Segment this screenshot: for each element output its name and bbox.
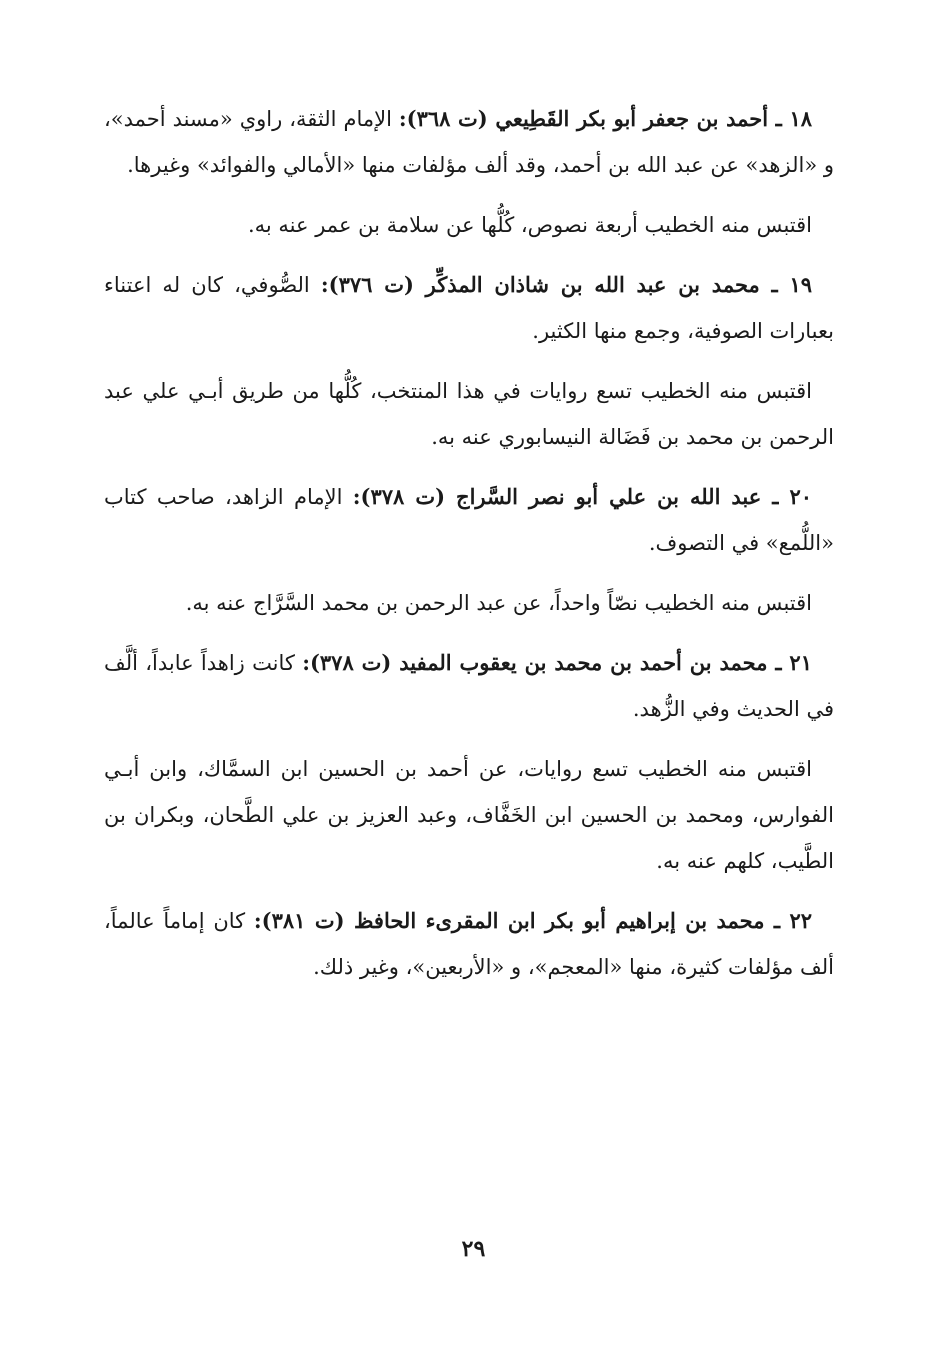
entry-text: كانت زاهداً عابداً، ألَّف في الحديث وفي الزُّهد. — [104, 651, 834, 721]
entry-heading: ٢١ ـ محمد بن أحمد بن محمد بن يعقوب المفيد (ت ٣٧٨): — [302, 650, 812, 675]
entry-heading: ٢٠ ـ عبد الله بن علي أبو نصر السَّراج (ت ٣٧٨): — [352, 484, 812, 509]
entry-text: الإمام الثقة، راوي «مسند أحمد»، و «الزهد» عن عبد الله بن أحمد، وقد ألف مؤلفات منها «الأمالي والفوائد» وغيرها. — [104, 107, 834, 177]
entry-text: كان إماماً عالماً، ألف مؤلفات كثيرة، منها «المعجم»، و «الأربعين»، وغير ذلك. — [104, 909, 834, 979]
entry-21 — [104, 640, 834, 732]
citation-note: اقتبس منه الخطيب نصّاً واحداً، عن عبد الرحمن بن محمد السَّرَّاج عنه به. — [185, 591, 812, 615]
citation-note: اقتبس منه الخطيب أربعة نصوص، كُلُّها عن سلامة بن عمر عنه به. — [247, 213, 812, 237]
entry-heading: ١٨ ـ أحمد بن جعفر أبو بكر القَطِيعي (ت ٣٦٨): — [398, 106, 812, 131]
page-body — [104, 96, 834, 1004]
entry-22 — [104, 898, 834, 990]
entry-text: الصُّوفي، كان له اعتناء بعبارات الصوفية، وجمع منها الكثير. — [104, 273, 834, 343]
entry-text: الإمام الزاهد، صاحب كتاب «اللُّمع» في التصوف. — [104, 485, 834, 555]
entry-19 — [104, 262, 834, 354]
page-number: ٢٩ — [461, 1236, 486, 1262]
citation-note: اقتبس منه الخطيب تسع روايات، عن أحمد بن الحسين ابن السمَّاك، وابن أبـي الفوارس، ومحمد بن الحسين ابن الخَفَّاف، وعبد العزيز بن علي الطَّحان، وبكران بن الطَّيب، كلهم عنه به. — [104, 757, 834, 873]
entry-20 — [104, 474, 834, 566]
citation-note: اقتبس منه الخطيب تسع روايات في هذا المنتخب، كُلُّها من طريق أبـي علي عبد الرحمن بن محمد بن فَضَالة النيسابوري عنه به. — [104, 379, 834, 449]
entry-heading: ٢٢ ـ محمد بن إبراهيم أبو بكر ابن المقرىء الحافظ (ت ٣٨١): — [253, 908, 812, 933]
entry-18 — [104, 96, 834, 188]
entry-heading: ١٩ ـ محمد بن عبد الله بن شاذان المذكِّر (ت ٣٧٦): — [320, 272, 812, 297]
